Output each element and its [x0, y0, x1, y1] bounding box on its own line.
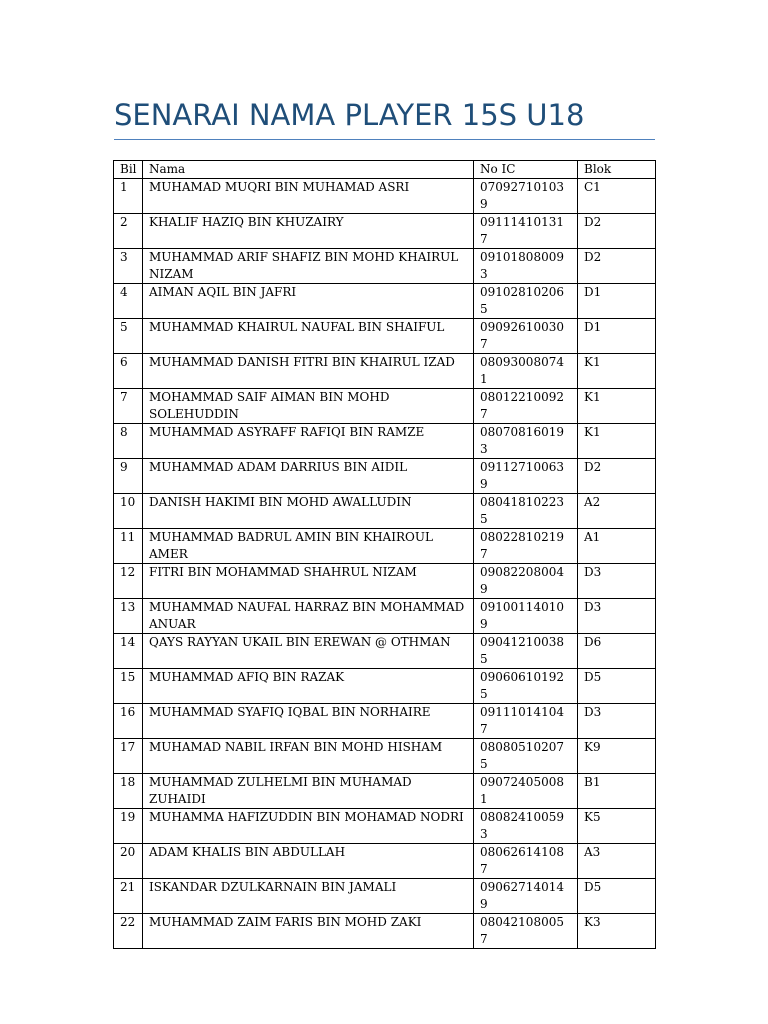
cell-no-ic	[474, 704, 578, 739]
cell-nama: MUHAMMAD DANISH FITRI BIN KHAIRUL IZAD	[143, 354, 474, 389]
header-bil: Bil	[114, 161, 143, 179]
cell-nama: MUHAMMAD ARIF SHAFIZ BIN MOHD KHAIRUL NIZAM	[143, 249, 474, 284]
cell-blok: D6	[578, 634, 656, 669]
cell-no-ic	[474, 424, 578, 459]
table-row	[114, 634, 656, 669]
cell-no-ic	[474, 494, 578, 529]
cell-nama: KHALIF HAZIQ BIN KHUZAIRY	[143, 214, 474, 249]
cell-bil: 2	[114, 214, 143, 249]
cell-bil: 13	[114, 599, 143, 634]
cell-blok: D3	[578, 704, 656, 739]
table-row	[114, 669, 656, 704]
ic-number-line: 7	[480, 862, 488, 876]
cell-nama: MUHAMMAD ZAIM FARIS BIN MOHD ZAKI	[143, 914, 474, 949]
ic-number-line: 07092710103	[480, 180, 564, 194]
ic-number-line: 08062614108	[480, 845, 564, 859]
cell-blok: K5	[578, 809, 656, 844]
table-row	[114, 739, 656, 774]
ic-number-line: 09112710063	[480, 460, 564, 474]
cell-bil: 9	[114, 459, 143, 494]
cell-nama: FITRI BIN MOHAMMAD SHAHRUL NIZAM	[143, 564, 474, 599]
table-row	[114, 564, 656, 599]
cell-bil: 4	[114, 284, 143, 319]
cell-no-ic	[474, 389, 578, 424]
ic-number-line: 7	[480, 722, 488, 736]
ic-number-line: 09062714014	[480, 880, 564, 894]
ic-number-line: 9	[480, 582, 488, 596]
cell-no-ic	[474, 669, 578, 704]
cell-nama: MUHAMMAD ADAM DARRIUS BIN AIDIL	[143, 459, 474, 494]
cell-no-ic	[474, 739, 578, 774]
cell-nama: MUHAMMAD NAUFAL HARRAZ BIN MOHAMMAD ANUAR	[143, 599, 474, 634]
ic-number-line: 09082208004	[480, 565, 564, 579]
cell-nama: MUHAMAD MUQRI BIN MUHAMAD ASRI	[143, 179, 474, 214]
cell-nama: MUHAMMAD SYAFIQ IQBAL BIN NORHAIRE	[143, 704, 474, 739]
cell-blok: K3	[578, 914, 656, 949]
cell-blok: B1	[578, 774, 656, 809]
cell-bil: 21	[114, 879, 143, 914]
cell-no-ic	[474, 774, 578, 809]
table-row	[114, 319, 656, 354]
ic-number-line: 5	[480, 687, 488, 701]
table-row	[114, 249, 656, 284]
cell-bil: 5	[114, 319, 143, 354]
cell-blok: D1	[578, 319, 656, 354]
cell-nama: MUHAMMAD ZULHELMI BIN MUHAMAD ZUHAIDI	[143, 774, 474, 809]
table-row	[114, 424, 656, 459]
cell-bil: 17	[114, 739, 143, 774]
table-row	[114, 599, 656, 634]
cell-no-ic	[474, 809, 578, 844]
cell-nama: ADAM KHALIS BIN ABDULLAH	[143, 844, 474, 879]
cell-nama: MUHAMMAD BADRUL AMIN BIN KHAIROUL AMER	[143, 529, 474, 564]
player-table	[113, 160, 656, 949]
cell-nama: MUHAMMA HAFIZUDDIN BIN MOHAMAD NODRI	[143, 809, 474, 844]
ic-number-line: 09072405008	[480, 775, 564, 789]
ic-number-line: 09100114010	[480, 600, 564, 614]
header-no-ic: No IC	[474, 161, 578, 179]
cell-bil: 22	[114, 914, 143, 949]
cell-bil: 1	[114, 179, 143, 214]
cell-nama: QAYS RAYYAN UKAIL BIN EREWAN @ OTHMAN	[143, 634, 474, 669]
ic-number-line: 5	[480, 302, 488, 316]
ic-number-line: 08041810223	[480, 495, 564, 509]
table-header-row	[114, 161, 656, 179]
ic-number-line: 7	[480, 337, 488, 351]
table-row	[114, 774, 656, 809]
ic-number-line: 08080510207	[480, 740, 564, 754]
table-row	[114, 879, 656, 914]
cell-bil: 14	[114, 634, 143, 669]
cell-nama: MUHAMMAD ASYRAFF RAFIQI BIN RAMZE	[143, 424, 474, 459]
ic-number-line: 09101808009	[480, 250, 564, 264]
table-row	[114, 389, 656, 424]
cell-nama: AIMAN AQIL BIN JAFRI	[143, 284, 474, 319]
ic-number-line: 09111014104	[480, 705, 564, 719]
table-row	[114, 529, 656, 564]
ic-number-line: 08093008074	[480, 355, 564, 369]
cell-bil: 12	[114, 564, 143, 599]
cell-blok: D1	[578, 284, 656, 319]
ic-number-line: 9	[480, 477, 488, 491]
table-row	[114, 809, 656, 844]
cell-blok: K1	[578, 424, 656, 459]
table-row	[114, 179, 656, 214]
cell-bil: 6	[114, 354, 143, 389]
ic-number-line: 5	[480, 757, 488, 771]
cell-bil: 8	[114, 424, 143, 459]
cell-bil: 20	[114, 844, 143, 879]
cell-blok: K9	[578, 739, 656, 774]
cell-bil: 19	[114, 809, 143, 844]
cell-blok: A1	[578, 529, 656, 564]
ic-number-line: 08012210092	[480, 390, 564, 404]
cell-no-ic	[474, 354, 578, 389]
header-blok: Blok	[578, 161, 656, 179]
ic-number-line: 08082410059	[480, 810, 564, 824]
cell-no-ic	[474, 564, 578, 599]
cell-no-ic	[474, 319, 578, 354]
ic-number-line: 1	[480, 792, 488, 806]
page-title: SENARAI NAMA PLAYER 15S U18	[114, 98, 585, 132]
cell-blok: D2	[578, 249, 656, 284]
cell-bil: 18	[114, 774, 143, 809]
table-row	[114, 354, 656, 389]
ic-number-line: 09041210038	[480, 635, 564, 649]
cell-blok: D5	[578, 879, 656, 914]
header-nama: Nama	[143, 161, 474, 179]
ic-number-line: 3	[480, 827, 488, 841]
cell-no-ic	[474, 599, 578, 634]
cell-no-ic	[474, 249, 578, 284]
cell-no-ic	[474, 179, 578, 214]
cell-bil: 10	[114, 494, 143, 529]
cell-no-ic	[474, 284, 578, 319]
ic-number-line: 1	[480, 372, 488, 386]
ic-number-line: 3	[480, 267, 488, 281]
cell-blok: D2	[578, 214, 656, 249]
ic-number-line: 09060610192	[480, 670, 564, 684]
ic-number-line: 08022810219	[480, 530, 564, 544]
cell-nama: ISKANDAR DZULKARNAIN BIN JAMALI	[143, 879, 474, 914]
ic-number-line: 08070816019	[480, 425, 564, 439]
table-row	[114, 459, 656, 494]
table-row	[114, 214, 656, 249]
cell-blok: A3	[578, 844, 656, 879]
cell-no-ic	[474, 529, 578, 564]
cell-no-ic	[474, 914, 578, 949]
cell-bil: 11	[114, 529, 143, 564]
cell-no-ic	[474, 879, 578, 914]
ic-number-line: 9	[480, 197, 488, 211]
title-divider	[114, 139, 655, 140]
ic-number-line: 5	[480, 512, 488, 526]
table-row	[114, 704, 656, 739]
ic-number-line: 7	[480, 232, 488, 246]
cell-blok: D5	[578, 669, 656, 704]
cell-nama: MOHAMMAD SAIF AIMAN BIN MOHD SOLEHUDDIN	[143, 389, 474, 424]
ic-number-line: 7	[480, 932, 488, 946]
cell-bil: 3	[114, 249, 143, 284]
cell-blok: D3	[578, 599, 656, 634]
cell-blok: D3	[578, 564, 656, 599]
cell-nama: MUHAMAD NABIL IRFAN BIN MOHD HISHAM	[143, 739, 474, 774]
cell-bil: 7	[114, 389, 143, 424]
cell-bil: 15	[114, 669, 143, 704]
cell-nama: DANISH HAKIMI BIN MOHD AWALLUDIN	[143, 494, 474, 529]
cell-no-ic	[474, 459, 578, 494]
table-body	[114, 179, 656, 949]
cell-nama: MUHAMMAD KHAIRUL NAUFAL BIN SHAIFUL	[143, 319, 474, 354]
cell-bil: 16	[114, 704, 143, 739]
cell-blok: K1	[578, 389, 656, 424]
cell-no-ic	[474, 634, 578, 669]
ic-number-line: 09102810206	[480, 285, 564, 299]
cell-blok: C1	[578, 179, 656, 214]
table-row	[114, 494, 656, 529]
cell-no-ic	[474, 844, 578, 879]
ic-number-line: 08042108005	[480, 915, 564, 929]
table-row	[114, 284, 656, 319]
cell-blok: A2	[578, 494, 656, 529]
ic-number-line: 09092610030	[480, 320, 564, 334]
ic-number-line: 9	[480, 617, 488, 631]
cell-nama: MUHAMMAD AFIQ BIN RAZAK	[143, 669, 474, 704]
ic-number-line: 7	[480, 547, 488, 561]
ic-number-line: 3	[480, 442, 488, 456]
cell-no-ic	[474, 214, 578, 249]
table-row	[114, 914, 656, 949]
ic-number-line: 9	[480, 897, 488, 911]
ic-number-line: 5	[480, 652, 488, 666]
cell-blok: D2	[578, 459, 656, 494]
cell-blok: K1	[578, 354, 656, 389]
ic-number-line: 7	[480, 407, 488, 421]
table-row	[114, 844, 656, 879]
ic-number-line: 09111410131	[480, 215, 564, 229]
